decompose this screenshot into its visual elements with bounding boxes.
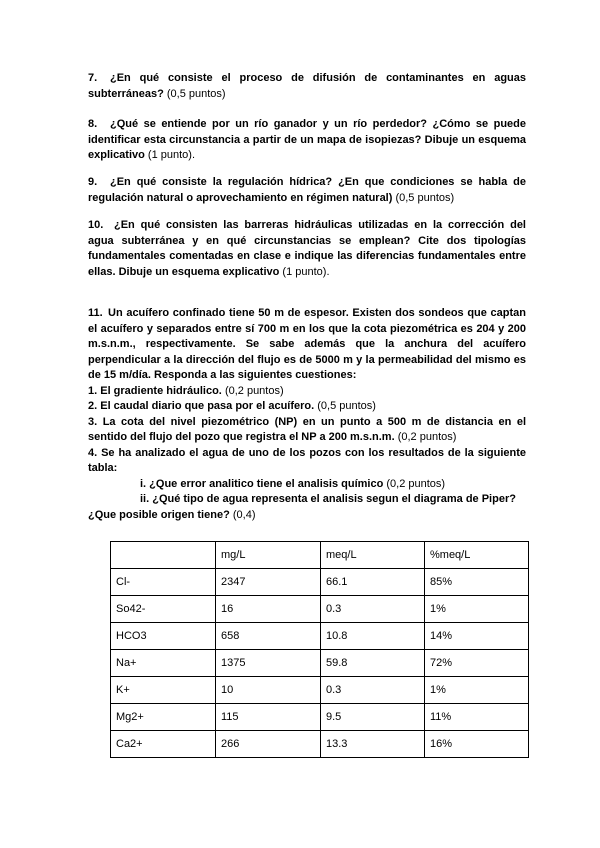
- part-3-points: (0,2 puntos): [397, 431, 457, 443]
- table-header-cell: [111, 542, 216, 569]
- ion-cell: K+: [111, 677, 216, 704]
- ion-cell: Mg2+: [111, 704, 216, 731]
- ion-cell: Cl-: [111, 569, 216, 596]
- part-4-i-points: (0,2 puntos): [386, 477, 446, 490]
- mg-l-cell: 266: [216, 731, 321, 758]
- meq-l-cell: 10.8: [321, 623, 425, 650]
- table-row: [111, 704, 529, 731]
- part-1: 1. El gradiente hidráulico.: [88, 384, 222, 397]
- mg-l-cell: 658: [216, 623, 321, 650]
- ion-cell: Na+: [111, 650, 216, 677]
- percent-meq-cell: 72%: [425, 650, 529, 677]
- question-number: 10.: [88, 219, 104, 231]
- table-row: [111, 596, 529, 623]
- question-number: 9.: [88, 176, 98, 188]
- mg-l-cell: 1375: [216, 650, 321, 677]
- table-row: [111, 731, 529, 758]
- part-4-ii: ii. ¿Qué tipo de agua representa el analisis segun el diagrama de Piper?: [140, 493, 516, 505]
- question-points: (0,5 puntos): [166, 87, 226, 100]
- question-7: [88, 71, 526, 102]
- table-header-cell: %meq/L: [425, 542, 529, 569]
- meq-l-cell: 0.3: [321, 677, 425, 704]
- meq-l-cell: 13.3: [321, 731, 425, 758]
- part-2: 2. El caudal diario que pasa por el acuífero.: [88, 400, 315, 412]
- question-number: 11.: [88, 307, 103, 319]
- table-header-cell: meq/L: [321, 542, 425, 569]
- ion-cell: HCO3: [111, 623, 216, 650]
- question-number: 7.: [88, 72, 98, 84]
- part-4-i: i. ¿Que error analitico tiene el analisis químico: [140, 477, 384, 490]
- question-points: (1 punto).: [147, 149, 196, 161]
- table-header-row: [111, 542, 529, 569]
- mg-l-cell: 2347: [216, 569, 321, 596]
- question-9: [88, 175, 526, 206]
- question-number: 8.: [88, 118, 98, 130]
- part-3: 3. La cota del nivel piezométrico (NP) en un punto a 500 m de distancia en el sentido del flujo del pozo que registra el NP a 200 m.s.n.m.: [88, 415, 526, 443]
- chemical-analysis-table: [110, 541, 529, 758]
- question-points: (0,5 puntos): [395, 191, 455, 204]
- part-1-points: (0,2 puntos): [224, 384, 284, 397]
- question-8: [88, 117, 526, 164]
- meq-l-cell: 66.1: [321, 569, 425, 596]
- percent-meq-cell: 16%: [425, 731, 529, 758]
- percent-meq-cell: 85%: [425, 569, 529, 596]
- ion-cell: Ca2+: [111, 731, 216, 758]
- table-row: [111, 677, 529, 704]
- table-header-cell: mg/L: [216, 542, 321, 569]
- percent-meq-cell: 1%: [425, 596, 529, 623]
- percent-meq-cell: 1%: [425, 677, 529, 704]
- mg-l-cell: 115: [216, 704, 321, 731]
- percent-meq-cell: 11%: [425, 704, 529, 731]
- meq-l-cell: 59.8: [321, 650, 425, 677]
- mg-l-cell: 10: [216, 677, 321, 704]
- meq-l-cell: 9.5: [321, 704, 425, 731]
- ion-cell: So42-: [111, 596, 216, 623]
- table-row: [111, 650, 529, 677]
- part-2-points: (0,5 puntos): [317, 400, 376, 412]
- question-intro: Un acuífero confinado tiene 50 m de espesor. Existen dos sondeos que captan el acuífero y separados entre sí 700 m en los que la cota piezométrica es 204 y 200 m.s.n.m., respectivamente. Se sabe además que la anchura del acuífero perpendicular a la dirección del flujo es de 5000 m y la permeabilidad del mismo es de 15 m/día. Responda a las siguientes cuestiones:: [88, 307, 526, 381]
- question-text: ¿En qué consisten las barreras hidráulicas utilizadas en la corrección del agua subterránea y en qué circunstancias se emplean? Cite dos tipologías fundamentales comentadas en clase e indique las diferencias fundamentales entre ellas. Dibuje un esquema explicativo: [88, 219, 526, 278]
- part-4: 4. Se ha analizado el agua de uno de los pozos con los resultados de la siguiente tabla:: [88, 446, 526, 474]
- table-row: [111, 569, 529, 596]
- question-text: ¿En qué consiste el proceso de difusión de contaminantes en aguas subterráneas?: [88, 72, 526, 100]
- question-points: (1 punto).: [282, 265, 330, 278]
- meq-l-cell: 0.3: [321, 596, 425, 623]
- part-4-ii-points: (0,4): [232, 508, 256, 521]
- part-4-ii-cont: ¿Que posible origen tiene?: [88, 508, 230, 521]
- question-text: ¿En qué consiste la regulación hídrica? ¿En que condiciones se habla de regulación natural o aprovechamiento en régimen natural): [88, 176, 526, 204]
- table-row: [111, 623, 529, 650]
- question-10: [88, 218, 526, 280]
- percent-meq-cell: 14%: [425, 623, 529, 650]
- mg-l-cell: 16: [216, 596, 321, 623]
- question-text: ¿Qué se entiende por un río ganador y un río perdedor? ¿Cómo se puede identificar esta circunstancia a partir de un mapa de isopiezas? Dibuje un esquema explicativo: [88, 118, 526, 161]
- question-11: [88, 306, 526, 523]
